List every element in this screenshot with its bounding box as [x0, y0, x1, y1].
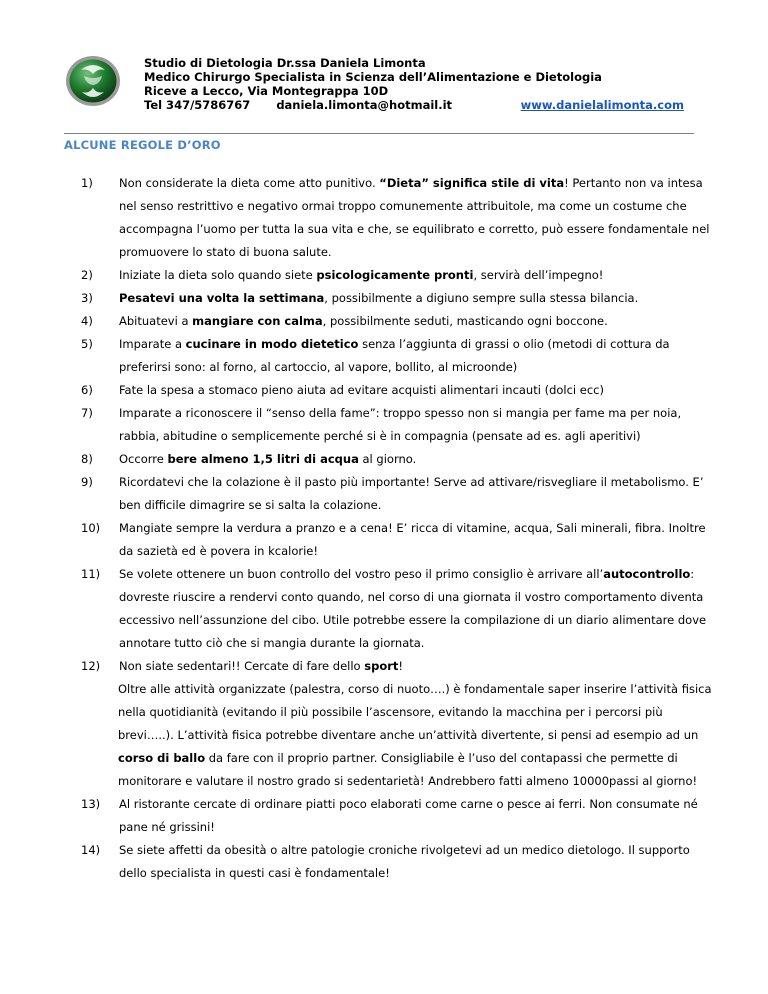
- rule-text: Non siate sedentari!! Cercate di fare dello: [119, 659, 365, 673]
- rule-text: Fate la spesa a stomaco pieno aiuta ad evitare acquisti alimentari incauti (dolci ecc): [119, 383, 604, 397]
- rule-number: 3): [81, 291, 93, 305]
- address: Riceve a Lecco, Via Montegrappa 10D: [144, 84, 389, 98]
- rule-emphasis: corso di ballo: [118, 751, 206, 765]
- section-title: ALCUNE REGOLE D’ORO: [64, 138, 221, 152]
- rule-text: Abituatevi a: [119, 314, 193, 328]
- rule-body: [119, 797, 698, 834]
- rule-body: [119, 567, 706, 650]
- rule-item: [81, 379, 712, 402]
- rule-item: [81, 517, 712, 563]
- rule-emphasis: bere almeno 1,5 litri di acqua: [167, 452, 359, 466]
- rule-text: Oltre alle attività organizzate (palestra, corso di nuoto….) è fondamentale saper inserire l’attività fisica nella quotidianità (evitando il più possibile l’ascensore, evitando la macchina per i percorsi più brevi…..). L’attività fisica potrebbe diventare anche un’attività divertente, si pensi ad esempio ad un: [118, 682, 712, 742]
- rule-item: [81, 448, 712, 471]
- rule-number: 9): [81, 475, 93, 489]
- rule-item: [81, 793, 712, 839]
- studio-logo: [64, 54, 122, 108]
- rule-text: Imparate a riconoscere il “senso della fame”: troppo spesso non si mangia per fame ma per noia, rabbia, abitudine o semplicemente perché si è in compagnia (pensate ad es. agli aperitivi): [119, 406, 682, 443]
- rule-emphasis: “Dieta” significa stile di vita: [379, 176, 565, 190]
- rule-text: Iniziate la dieta solo quando siete: [119, 268, 317, 282]
- rule-emphasis: sport: [364, 659, 399, 673]
- rule-item: [81, 471, 712, 517]
- rule-text: Imparate a: [119, 337, 186, 351]
- rule-item: [81, 172, 712, 264]
- studio-name: Studio di Dietologia Dr.ssa Daniela Limonta: [144, 56, 426, 70]
- rule-body: [119, 268, 603, 282]
- rule-text: da fare con il proprio partner. Consigliabile è l’uso del contapassi che permette di monitorare e valutare il nostro grado si sedentarietà! Andrebbero fatti almeno 10000passi al giorno!: [118, 751, 698, 788]
- rule-number: 2): [81, 268, 93, 282]
- rule-number: 14): [81, 843, 101, 857]
- rule-item: [81, 264, 712, 287]
- rule-number: 13): [81, 797, 101, 811]
- rule-text: Mangiate sempre la verdura a pranzo e a cena! E’ ricca di vitamine, acqua, Sali minerali, fibra. Inoltre da sazietà ed è povera in kcalorie!: [119, 521, 706, 558]
- phone-number: Tel 347/5786767: [144, 98, 251, 112]
- rule-emphasis: psicologicamente pronti: [316, 268, 474, 282]
- rule-text: !: [398, 659, 404, 673]
- website-link[interactable]: www.danielalimonta.com: [520, 98, 684, 112]
- rule-number: 7): [81, 406, 93, 420]
- rule-item: [81, 839, 712, 885]
- rule-body: [119, 475, 703, 512]
- rule-continuation: [118, 678, 712, 793]
- rule-item: [81, 402, 712, 448]
- rule-number: 1): [81, 176, 93, 190]
- rule-item: [81, 287, 712, 310]
- rule-text: Se siete affetti da obesità o altre patologie croniche rivolgetevi ad un medico dietologo. Il supporto dello specialista in questi casi è fondamentale!: [119, 843, 690, 880]
- rule-emphasis: mangiare con calma: [192, 314, 323, 328]
- rule-emphasis: Pesatevi una volta la settimana: [119, 291, 325, 305]
- rule-number: 12): [81, 659, 101, 673]
- rule-emphasis: autocontrollo: [603, 567, 691, 581]
- rule-text: Ricordatevi che la colazione è il pasto più importante! Serve ad attivare/risvegliare il metabolismo. E’ ben difficile dimagrire se si salta la colazione.: [119, 475, 704, 512]
- email-address[interactable]: daniela.limonta@hotmail.it: [276, 98, 453, 112]
- rule-text: Non considerate la dieta come atto punitivo.: [119, 176, 380, 190]
- rule-number: 10): [81, 521, 101, 535]
- rule-body: [119, 521, 706, 558]
- rule-body: [119, 843, 690, 880]
- rule-item: [81, 333, 712, 379]
- rule-text: ! Pertanto non va intesa nel senso restrittivo e negativo ormai troppo comunemente attribuitole, ma come un costume che accompagna l’uomo per tutta la sua vita e che, se equilibrato e corretto, può essere fondamentale nel promuovere lo stato di buona salute.: [119, 176, 710, 259]
- rule-body: [119, 452, 416, 466]
- rule-item: [81, 655, 712, 793]
- rule-text: senza l’aggiunta di grassi o olio (metodi di cottura da preferirsi sono: al forno, al cartoccio, al vapore, bollito, al microonde): [119, 337, 670, 374]
- golden-rules-list: [81, 172, 712, 885]
- rule-emphasis: cucinare in modo dietetico: [185, 337, 359, 351]
- letterhead: [144, 56, 684, 112]
- rule-body: [119, 383, 604, 397]
- rule-text: al giorno.: [358, 452, 417, 466]
- rule-text: Se volete ottenere un buon controllo del vostro peso il primo consiglio è arrivare all’: [119, 567, 604, 581]
- rule-body: [119, 291, 638, 305]
- rule-text: Occorre: [119, 452, 168, 466]
- rule-number: 8): [81, 452, 93, 466]
- rule-body: [119, 176, 709, 259]
- header-divider: [64, 133, 694, 134]
- rule-text: : dovreste riuscire a rendervi conto quando, nel corso di una giornata il vostro comportamento diventa eccessivo nell’assunzione del cibo. Utile potrebbe essere la compilazione di un diario alimentare dove annotare tutto ciò che si mangia durante la giornata.: [119, 567, 707, 650]
- rule-body: [119, 406, 681, 443]
- rule-text: , possibilmente seduti, masticando ogni boccone.: [322, 314, 608, 328]
- rule-number: 5): [81, 337, 93, 351]
- rule-item: [81, 310, 712, 333]
- rule-body: [119, 314, 608, 328]
- rule-item: [81, 563, 712, 655]
- rule-text: , possibilmente a digiuno sempre sulla stessa bilancia.: [324, 291, 639, 305]
- rule-number: 6): [81, 383, 93, 397]
- rule-text: , servirà dell’impegno!: [473, 268, 604, 282]
- rule-number: 11): [81, 567, 101, 581]
- doctor-title: Medico Chirurgo Specialista in Scienza dell’Alimentazione e Dietologia: [144, 70, 602, 84]
- rule-body: [119, 659, 403, 673]
- rule-body: [119, 337, 670, 374]
- rule-number: 4): [81, 314, 93, 328]
- rule-text: Al ristorante cercate di ordinare piatti poco elaborati come carne o pesce ai ferri. Non consumate né pane né grissini!: [119, 797, 698, 834]
